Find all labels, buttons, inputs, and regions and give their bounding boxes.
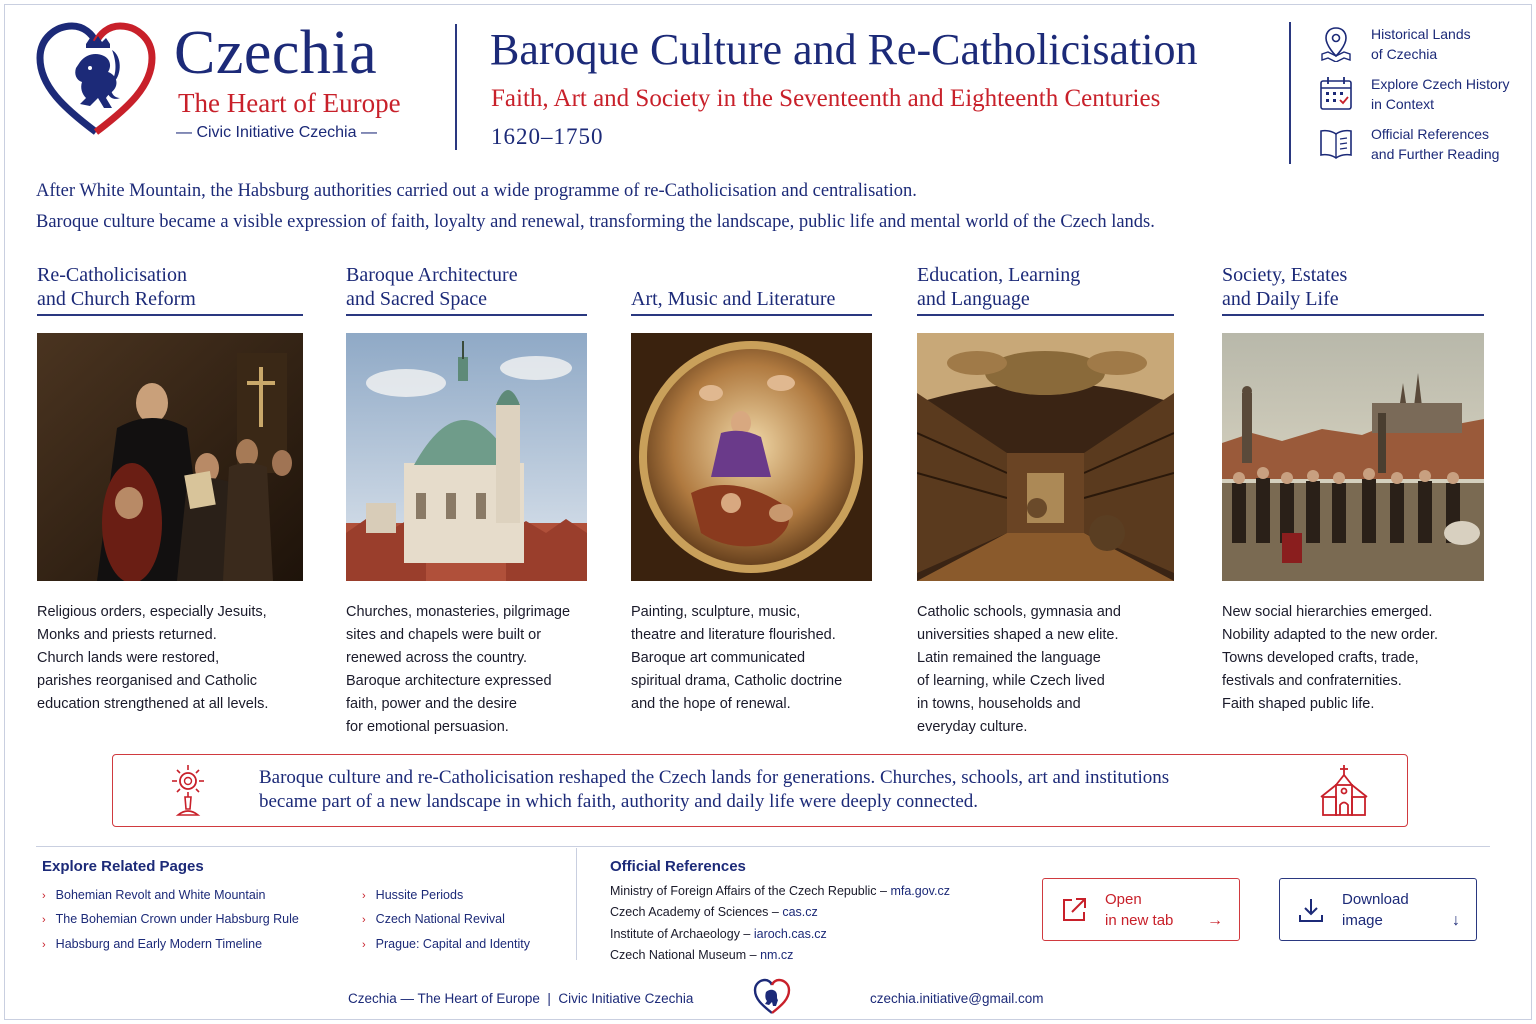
section-baroque-architecture bbox=[346, 262, 587, 739]
open-button-label bbox=[1105, 889, 1205, 931]
open-new-tab-button[interactable] bbox=[1042, 878, 1240, 941]
section-title bbox=[346, 262, 587, 314]
text-line: Religious orders, especially Jesuits, bbox=[37, 604, 267, 620]
section-text bbox=[37, 601, 303, 716]
toplink-historical-lands[interactable] bbox=[1318, 24, 1528, 74]
text-line: theatre and literature flourished. bbox=[631, 627, 836, 643]
page-dates: 1620–1750 bbox=[491, 124, 604, 149]
section-image bbox=[346, 333, 587, 581]
download-label-line-2: image bbox=[1342, 911, 1383, 929]
section-title-line-2: and Sacred Space bbox=[346, 288, 488, 310]
reference-item bbox=[610, 902, 950, 923]
chevron-right-icon: › bbox=[42, 938, 46, 951]
text-line: of learning, while Czech lived bbox=[917, 673, 1105, 689]
reference-name: Institute of Archaeology – bbox=[610, 926, 754, 941]
toplink-label-1: Official References bbox=[1371, 126, 1490, 142]
text-line: Baroque architecture expressed bbox=[346, 673, 552, 689]
chevron-right-icon: › bbox=[362, 914, 366, 927]
text-line: faith, power and the desire bbox=[346, 696, 517, 712]
summary-banner bbox=[112, 754, 1408, 827]
text-line: and the hope of renewal. bbox=[631, 696, 791, 712]
footer-column-divider bbox=[576, 848, 577, 960]
section-rule bbox=[37, 314, 303, 316]
banner-line-1: Baroque culture and re-Catholicisation reshaped the Czech lands for generations. Churches, schools, art and institutions bbox=[259, 767, 1170, 788]
section-rule bbox=[1222, 314, 1484, 316]
reference-link[interactable]: mfa.gov.cz bbox=[890, 884, 950, 898]
related-link-label: The Bohemian Crown under Habsburg Rule bbox=[55, 912, 299, 927]
brand-civic-initiative: — Civic Initiative Czechia — bbox=[176, 124, 377, 141]
toplink-label-2: of Czechia bbox=[1371, 46, 1438, 62]
brand-title: Czechia bbox=[174, 19, 378, 87]
reference-item bbox=[610, 945, 950, 966]
toplink-official-references[interactable] bbox=[1318, 124, 1528, 174]
section-text bbox=[1222, 601, 1484, 716]
reference-item bbox=[610, 881, 950, 902]
section-education-learning bbox=[917, 262, 1174, 739]
text-line: Towns developed crafts, trade, bbox=[1222, 650, 1419, 666]
related-link-label: Hussite Periods bbox=[375, 888, 464, 902]
page-title: Baroque Culture and Re-Catholicisation bbox=[490, 25, 1198, 74]
text-line: everyday culture. bbox=[917, 719, 1028, 735]
section-image bbox=[1222, 333, 1484, 581]
text-line: sites and chapels were built or bbox=[346, 627, 542, 643]
reference-link[interactable]: nm.cz bbox=[760, 947, 794, 962]
section-title-line-2: Art, Music and Literature bbox=[631, 288, 836, 310]
related-list-right bbox=[362, 884, 530, 957]
chevron-right-icon: › bbox=[362, 938, 366, 951]
external-link-icon bbox=[1059, 895, 1089, 925]
download-button-label bbox=[1342, 889, 1442, 931]
reference-item bbox=[610, 924, 950, 945]
text-line: festivals and confraternities. bbox=[1222, 673, 1402, 689]
section-rule bbox=[631, 314, 872, 316]
church-icon bbox=[1317, 763, 1371, 819]
toplink-label-1: Historical Lands bbox=[1371, 26, 1471, 42]
text-line: for emotional persuasion. bbox=[346, 719, 509, 735]
section-title bbox=[917, 262, 1174, 314]
toplink-label-2: and Further Reading bbox=[1371, 146, 1500, 162]
related-link-label: Prague: Capital and Identity bbox=[375, 936, 530, 951]
reference-link[interactable]: iaroch.cas.cz bbox=[753, 926, 827, 941]
reference-name: Ministry of Foreign Affairs of the Czech Republic – bbox=[610, 884, 891, 898]
reference-link[interactable]: cas.cz bbox=[782, 905, 818, 920]
related-link[interactable] bbox=[362, 908, 530, 932]
section-title-line-1: Education, Learning bbox=[917, 264, 1081, 286]
calendar-icon bbox=[1318, 74, 1354, 112]
download-icon bbox=[1296, 895, 1326, 925]
monstrance-icon bbox=[168, 763, 208, 819]
section-society-daily-life bbox=[1222, 262, 1484, 716]
related-link[interactable] bbox=[42, 908, 299, 932]
top-links bbox=[1318, 24, 1528, 174]
section-title bbox=[37, 262, 303, 314]
section-image bbox=[37, 333, 303, 581]
text-line: Faith shaped public life. bbox=[1222, 696, 1375, 712]
section-title-line-2: and Daily Life bbox=[1222, 288, 1339, 310]
footer-divider bbox=[36, 846, 1490, 847]
czechia-heart-logo bbox=[34, 20, 158, 140]
section-rule bbox=[346, 314, 587, 316]
arrow-down-icon: ↓ bbox=[1452, 912, 1460, 929]
text-line: renewed across the country. bbox=[346, 650, 528, 666]
text-line: New social hierarchies emerged. bbox=[1222, 604, 1433, 620]
text-line: in towns, households and bbox=[917, 696, 1081, 712]
related-link-label: Habsburg and Early Modern Timeline bbox=[55, 936, 263, 951]
intro-line-2: Baroque culture became a visible expression of faith, loyalty and renewal, transforming the landscape, public life and mental world of the Czech lands. bbox=[36, 212, 1155, 232]
section-image bbox=[917, 333, 1174, 581]
page-subtitle: Faith, Art and Society in the Seventeenth and Eighteenth Centuries bbox=[491, 85, 1161, 112]
related-list-left bbox=[42, 884, 299, 957]
download-image-button[interactable] bbox=[1279, 878, 1477, 941]
section-title-line-2: and Church Reform bbox=[37, 288, 196, 310]
open-label-line-1: Open bbox=[1105, 890, 1142, 908]
toplinks-divider bbox=[1289, 22, 1291, 164]
text-line: Latin remained the language bbox=[917, 650, 1101, 666]
text-line: Catholic schools, gymnasia and bbox=[917, 604, 1121, 620]
text-line: Nobility adapted to the new order. bbox=[1222, 627, 1439, 643]
book-icon bbox=[1318, 124, 1354, 162]
section-recatholicisation bbox=[37, 262, 303, 716]
banner-text bbox=[259, 766, 1169, 814]
text-line: Painting, sculpture, music, bbox=[631, 604, 801, 620]
section-image bbox=[631, 333, 872, 581]
text-line: education strengthened at all levels. bbox=[37, 696, 269, 712]
footer-email[interactable]: czechia.initiative@gmail.com bbox=[870, 991, 1044, 1006]
banner-line-2: became part of a new landscape in which faith, authority and daily life were deeply connected. bbox=[259, 791, 979, 812]
section-title-line-2: and Language bbox=[917, 288, 1030, 310]
footer-brand: Czechia — The Heart of Europe | Civic Initiative Czechia bbox=[348, 991, 694, 1006]
section-title-line-1: Society, Estates bbox=[1222, 264, 1348, 286]
download-label-line-1: Download bbox=[1342, 890, 1409, 908]
section-text bbox=[631, 601, 872, 716]
related-link-label: Czech National Revival bbox=[375, 912, 505, 927]
related-link[interactable] bbox=[42, 933, 299, 957]
intro-text bbox=[36, 176, 1155, 238]
related-link[interactable] bbox=[362, 933, 530, 957]
toplink-label-1: Explore Czech History bbox=[1371, 76, 1510, 92]
section-title bbox=[1222, 262, 1484, 314]
section-art-music-literature bbox=[631, 262, 872, 716]
related-link[interactable] bbox=[362, 884, 530, 908]
related-link-label: Bohemian Revolt and White Mountain bbox=[55, 888, 266, 902]
section-text bbox=[346, 601, 587, 739]
related-link[interactable] bbox=[42, 884, 299, 908]
section-rule bbox=[917, 314, 1174, 316]
brand-subtitle: The Heart of Europe bbox=[178, 88, 401, 118]
section-title bbox=[631, 262, 872, 314]
chevron-right-icon: › bbox=[42, 914, 46, 927]
reference-name: Czech National Museum – bbox=[610, 947, 761, 962]
arrow-right-icon: → bbox=[1207, 912, 1223, 929]
text-line: Baroque art communicated bbox=[631, 650, 806, 666]
section-text bbox=[917, 601, 1174, 739]
chevron-right-icon: › bbox=[362, 890, 366, 902]
related-pages-title: Explore Related Pages bbox=[42, 858, 204, 875]
text-line: Monks and priests returned. bbox=[37, 627, 217, 643]
toplink-label-2: in Context bbox=[1371, 96, 1435, 112]
text-line: Churches, monasteries, pilgrimage bbox=[346, 604, 571, 620]
official-references-title: Official References bbox=[610, 858, 746, 875]
section-title-line-1: Re-Catholicisation bbox=[37, 264, 187, 286]
text-line: spiritual drama, Catholic doctrine bbox=[631, 673, 843, 689]
text-line: parishes reorganised and Catholic bbox=[37, 673, 258, 689]
map-pin-icon bbox=[1318, 24, 1354, 62]
open-label-line-2: in new tab bbox=[1105, 911, 1174, 929]
intro-line-1: After White Mountain, the Habsburg authorities carried out a wide programme of re-Catholicisation and centralisation. bbox=[36, 181, 917, 201]
text-line: Church lands were restored, bbox=[37, 650, 220, 666]
reference-name: Czech Academy of Sciences – bbox=[610, 905, 783, 920]
footer-heart-logo bbox=[753, 978, 791, 1016]
section-title-line-1: Baroque Architecture bbox=[346, 264, 518, 286]
chevron-right-icon: › bbox=[42, 890, 46, 902]
text-line: universities shaped a new elite. bbox=[917, 627, 1119, 643]
header-divider bbox=[455, 24, 457, 150]
references-list bbox=[610, 881, 950, 966]
toplink-explore-history[interactable] bbox=[1318, 74, 1528, 124]
